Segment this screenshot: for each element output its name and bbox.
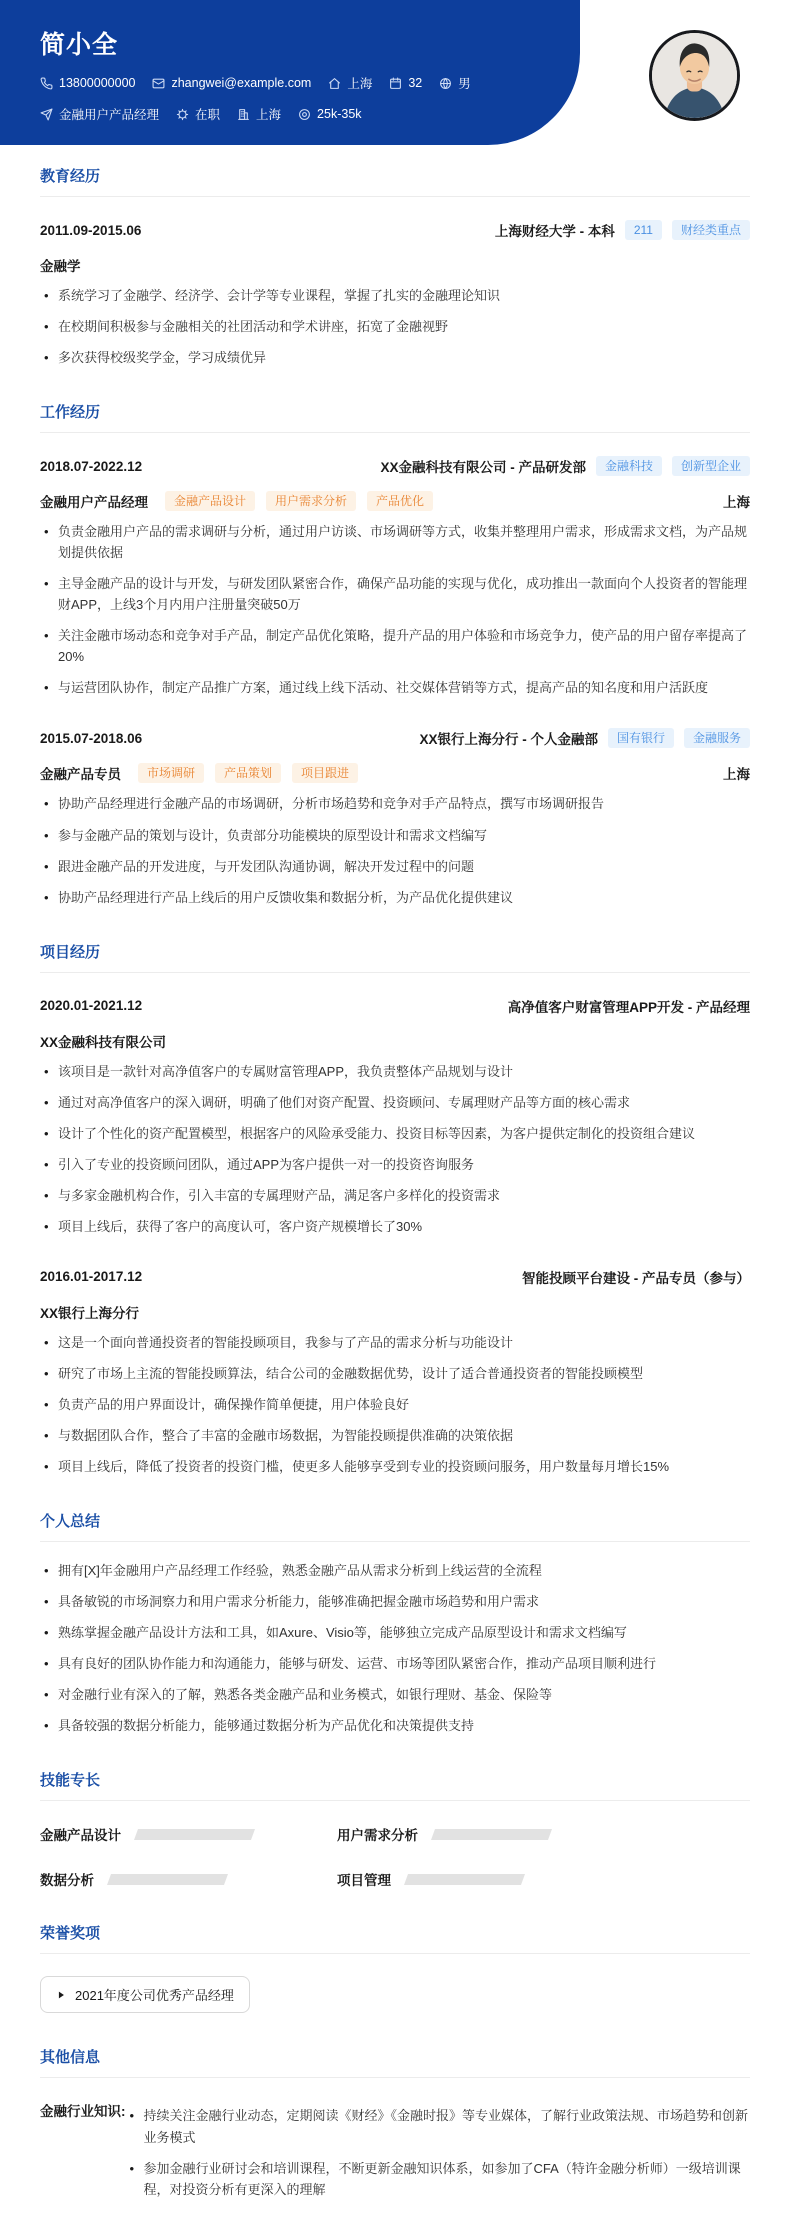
- age-value: 32: [408, 76, 423, 90]
- bullet: • 具备敏锐的市场洞察力和用户需求分析能力，能够准确把握金融市场趋势和用户需求: [40, 1591, 750, 1612]
- bullet: • 负责产品的用户界面设计，确保操作简单便捷，用户体验良好: [40, 1394, 750, 1415]
- skill-bar: [134, 1829, 255, 1840]
- city-value: 上海: [256, 108, 282, 122]
- section-title-summary: 个人总结: [40, 1510, 750, 1542]
- resume-header: [0, 0, 794, 145]
- education-school: 上海财经大学 - 本科: [494, 224, 615, 239]
- bullet: • 参加金融行业研讨会和培训课程，不断更新金融知识体系，如参加了CFA（特许金融分析师）一级培训课程，对投资分析有更深入的理解: [126, 2158, 751, 2200]
- bullet: • 对金融行业有深入的了解，熟悉各类金融产品和业务模式，如银行理财、基金、保险等: [40, 1684, 750, 1705]
- section-honors: [40, 1922, 750, 2013]
- role-tag: 用户需求分析: [266, 491, 356, 511]
- role-tag: 产品策划: [215, 763, 281, 783]
- work-bullet-list: [40, 793, 750, 907]
- bullet: • 持续关注金融行业动态，定期阅读《财经》《金融时报》等专业媒体，了解行业政策法规、市场趋势和创新业务模式: [126, 2105, 751, 2147]
- skill-item: [40, 1869, 337, 1889]
- bullet: • 关注金融市场动态和竞争对手产品，制定产品优化策略，提升产品的用户体验和市场竞争力，使产品的用户留存率提高了20%: [40, 625, 750, 667]
- email-value: zhangwei@example.com: [171, 76, 312, 90]
- gender-item: [439, 74, 471, 92]
- gear-icon: [176, 108, 189, 121]
- email-item: [152, 76, 311, 90]
- bullet: • 具备较强的数据分析能力，能够通过数据分析为产品优化和决策提供支持: [40, 1715, 750, 1736]
- gender-value: 男: [458, 77, 471, 91]
- bullet: • 多次获得校级奖学金，学习成绩优异: [40, 347, 750, 368]
- job-intention-item: [40, 105, 159, 123]
- section-title-work: 工作经历: [40, 401, 750, 433]
- other-info-label: 金融行业知识:: [40, 2104, 126, 2120]
- bullet: • 项目上线后，降低了投资者的投资门槛，使更多人能够享受到专业的投资顾问服务，用户数量每月增长15%: [40, 1456, 750, 1477]
- section-title-other: 其他信息: [40, 2046, 750, 2078]
- section-title-honors: 荣誉奖项: [40, 1922, 750, 1954]
- bullet: • 设计了个性化的资产配置模型，根据客户的风险承受能力、投资目标等因素，为客户提供定制化的投资组合建议: [40, 1123, 750, 1144]
- avatar-portrait: [652, 33, 737, 118]
- project-entry: [40, 1267, 750, 1477]
- avatar: [649, 30, 740, 121]
- company-tag: 创新型企业: [672, 456, 750, 476]
- project-date: 2016.01-2017.12: [40, 1269, 143, 1285]
- bullet: • 协助产品经理进行金融产品的市场调研，分析市场趋势和竞争对手产品特点，撰写市场调研报告: [40, 793, 750, 814]
- job-status-item: [176, 105, 220, 123]
- work-entry: [40, 456, 750, 698]
- globe-icon: [439, 77, 452, 90]
- skill-label: 项目管理: [337, 1873, 391, 1889]
- work-entry: [40, 728, 750, 907]
- summary-bullet-list: [40, 1560, 750, 1736]
- email-icon: [152, 77, 165, 90]
- salary-value: 25k-35k: [317, 107, 362, 121]
- education-tag: 财经类重点: [672, 220, 750, 240]
- work-company: XX金融科技有限公司 - 产品研发部: [380, 460, 586, 476]
- paper-plane-icon: [40, 108, 53, 121]
- skill-item: [40, 1824, 337, 1844]
- project-bullet-list: [40, 1332, 750, 1477]
- bullet: • 项目上线后，获得了客户的高度认可，客户资产规模增长了30%: [40, 1216, 750, 1237]
- honor-item-button[interactable]: [40, 1976, 250, 2013]
- bullet: • 负责金融用户产品的需求调研与分析，通过用户访谈、市场调研等方式，收集并整理用户需求，形成需求文档，为产品规划提供依据: [40, 521, 750, 563]
- work-bullet-list: [40, 521, 750, 698]
- role-tag: 产品优化: [367, 491, 433, 511]
- job-intention-value: 金融用户产品经理: [59, 108, 160, 122]
- project-name: 高净值客户财富管理APP开发 - 产品经理: [507, 999, 750, 1015]
- target-icon: [298, 108, 311, 121]
- resume-body: [0, 145, 794, 2240]
- education-major: 金融学: [40, 259, 81, 274]
- calendar-icon: [389, 77, 402, 90]
- phone-icon: [40, 77, 53, 90]
- skill-item: [337, 1824, 750, 1844]
- bullet: • 系统学习了金融学、经济学、会计学等专业课程，掌握了扎实的金融理论知识: [40, 285, 750, 306]
- bullet: • 在校期间积极参与金融相关的社团活动和学术讲座，拓宽了金融视野: [40, 316, 750, 337]
- bullet: • 通过对高净值客户的深入调研，明确了他们对资产配置、投资顾问、专属理财产品等方面的核心需求: [40, 1092, 750, 1113]
- bullet: • 拥有[X]年金融用户产品经理工作经验，熟悉金融产品从需求分析到上线运营的全流程: [40, 1560, 750, 1581]
- work-role: 金融产品专员: [40, 767, 121, 783]
- bullet: • 具有良好的团队协作能力和沟通能力，能够与研发、运营、市场等团队紧密合作，推动产品项目顺利进行: [40, 1653, 750, 1674]
- bullet: • 熟练掌握金融产品设计方法和工具，如Axure、Visio等，能够独立完成产品原型设计和需求文档编写: [40, 1622, 750, 1643]
- honor-label: 2021年度公司优秀产品经理: [75, 1988, 234, 2004]
- other-info-row: [40, 2100, 750, 2199]
- project-entry: [40, 996, 750, 1237]
- project-date: 2020.01-2021.12: [40, 998, 143, 1014]
- candidate-name: 简小全: [40, 31, 119, 59]
- play-icon: [56, 1990, 66, 2000]
- education-tag: 211: [625, 220, 662, 240]
- bullet: • 与数据团队合作，整合了丰富的金融市场数据，为智能投顾提供准确的决策依据: [40, 1425, 750, 1446]
- section-title-education: 教育经历: [40, 165, 750, 197]
- work-date: 2018.07-2022.12: [40, 458, 143, 474]
- skill-bar: [404, 1874, 525, 1885]
- bullet: • 引入了专业的投资顾问团队，通过APP为客户提供一对一的投资咨询服务: [40, 1154, 750, 1175]
- education-date: 2011.09-2015.06: [40, 222, 142, 238]
- skill-label: 用户需求分析: [337, 1828, 418, 1844]
- role-tag: 项目跟进: [292, 763, 358, 783]
- work-role: 金融用户产品经理: [40, 495, 148, 511]
- section-title-skills: 技能专长: [40, 1769, 750, 1801]
- education-entry: [40, 220, 750, 368]
- bullet: • 与多家金融机构合作，引入丰富的专属理财产品，满足客户多样化的投资需求: [40, 1185, 750, 1206]
- education-bullet-list: [40, 285, 750, 368]
- section-title-projects: 项目经历: [40, 941, 750, 973]
- bullet: • 协助产品经理进行产品上线后的用户反馈收集和数据分析，为产品优化提供建议: [40, 887, 750, 908]
- project-name: 智能投顾平台建设 - 产品专员（参与）: [522, 1270, 750, 1286]
- other-bullet-list: [126, 2105, 751, 2199]
- building-icon: [237, 108, 250, 121]
- skill-label: 数据分析: [40, 1873, 94, 1889]
- skills-grid: [40, 1824, 750, 1889]
- section-other: [40, 2046, 750, 2199]
- skill-label: 金融产品设计: [40, 1828, 121, 1844]
- bullet: • 参与金融产品的策划与设计，负责部分功能模块的原型设计和需求文档编写: [40, 825, 750, 846]
- bullet: • 研究了市场上主流的智能投顾算法，结合公司的金融数据优势，设计了适合普通投资者的智能投顾模型: [40, 1363, 750, 1384]
- project-bullet-list: [40, 1061, 750, 1237]
- role-tag: 市场调研: [138, 763, 204, 783]
- section-work: [40, 401, 750, 908]
- bullet: • 跟进金融产品的开发进度，与开发团队沟通协调，解决开发过程中的问题: [40, 856, 750, 877]
- phone-value: 13800000000: [59, 76, 136, 90]
- section-summary: [40, 1510, 750, 1736]
- project-company: XX金融科技有限公司: [40, 1034, 167, 1050]
- job-status-value: 在职: [195, 108, 221, 122]
- phone-item: [40, 76, 135, 90]
- project-company: XX银行上海分行: [40, 1305, 140, 1321]
- skill-bar: [431, 1829, 552, 1840]
- bullet: • 主导金融产品的设计与开发，与研发团队紧密合作，确保产品功能的实现与优化，成功推出一款面向个人投资者的智能理财APP，上线3个月内用户注册量突破50万: [40, 573, 750, 615]
- work-location: 上海: [723, 495, 750, 511]
- skill-bar: [107, 1874, 228, 1885]
- salary-item: [298, 107, 361, 121]
- home-icon: [328, 77, 341, 90]
- location-item: [328, 74, 372, 92]
- section-skills: [40, 1769, 750, 1889]
- company-tag: 金融科技: [596, 456, 662, 476]
- bullet: • 该项目是一款针对高净值客户的专属财富管理APP，我负责整体产品规划与设计: [40, 1061, 750, 1082]
- section-projects: [40, 941, 750, 1478]
- company-tag: 国有银行: [608, 728, 674, 748]
- age-item: [389, 76, 422, 90]
- section-education: [40, 165, 750, 368]
- bullet: • 这是一个面向普通投资者的智能投顾项目，我参与了产品的需求分析与功能设计: [40, 1332, 750, 1353]
- bullet: • 与运营团队协作，制定产品推广方案，通过线上线下活动、社交媒体营销等方式，提高产品的知名度和用户活跃度: [40, 677, 750, 698]
- location-value: 上海: [347, 77, 373, 91]
- honor-row: [40, 1976, 750, 2013]
- skill-item: [337, 1869, 750, 1889]
- work-location: 上海: [723, 767, 750, 783]
- city-item: [237, 105, 281, 123]
- role-tag: 金融产品设计: [165, 491, 255, 511]
- company-tag: 金融服务: [684, 728, 750, 748]
- work-company: XX银行上海分行 - 个人金融部: [419, 732, 598, 748]
- work-date: 2015.07-2018.06: [40, 730, 143, 746]
